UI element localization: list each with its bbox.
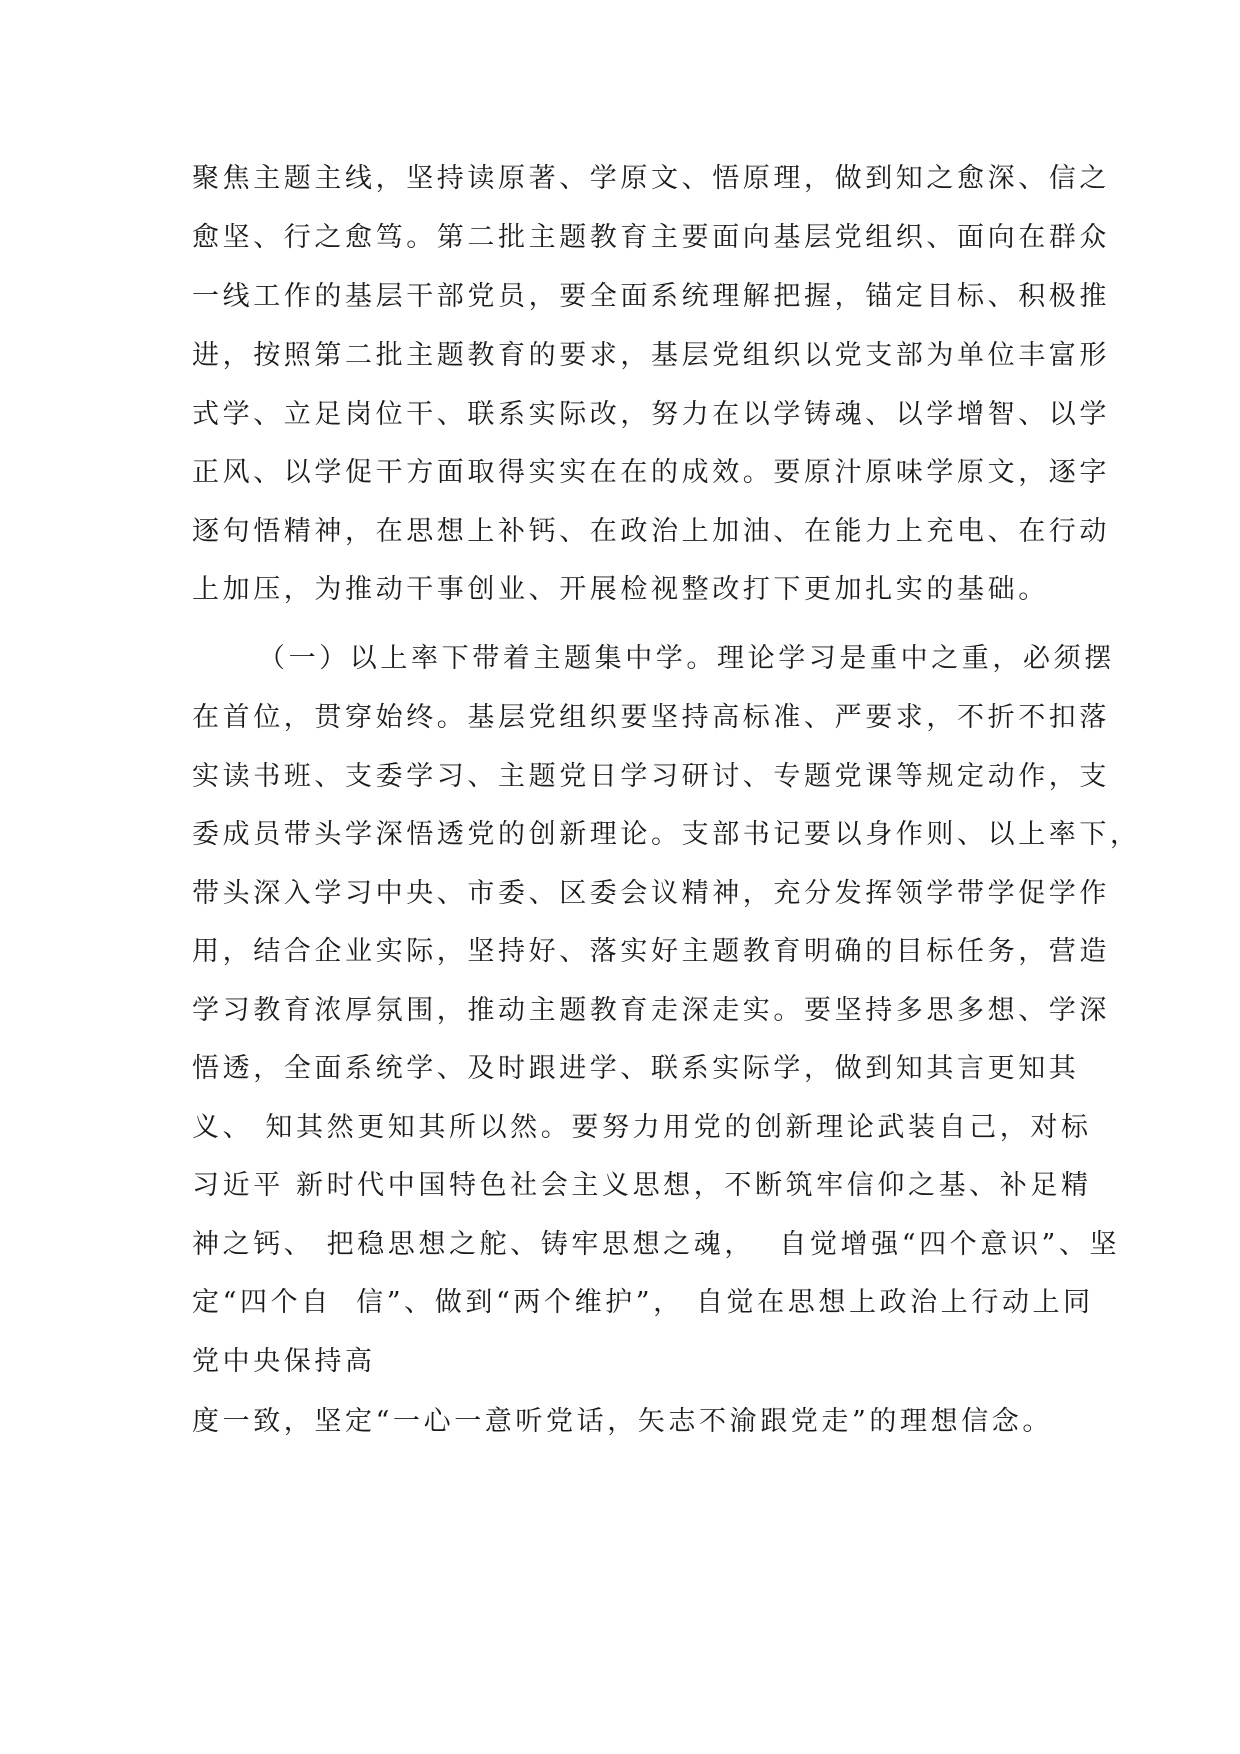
paragraph-1-line-4: 进，按照第二批主题教育的要求，基层党组织以党支部为单位丰富形 [192, 340, 1110, 371]
paragraph-1-line-6: 正风、以学促干方面取得实实在在的成效。要原汁原味学原文，逐字 [192, 457, 1110, 488]
paragraph-2-line-5: 带头深入学习中央、市委、区委会议精神，充分发挥领学带学促学作 [192, 878, 1110, 909]
paragraph-2-line-2: 在首位，贯穿始终。基层党组织要坚持高标准、严要求，不折不扣落 [192, 702, 1110, 733]
paragraph-2-line-7: 学习教育浓厚氛围，推动主题教育走深走实。要坚持多思多想、学深 [192, 995, 1110, 1026]
paragraph-2-heading-line: （一）以上率下带着主题集中学。理论学习是重中之重，必须摆 [258, 643, 1115, 674]
paragraph-1-line-3: 一线工作的基层干部党员，要全面系统理解把握，锚定目标、积极推 [192, 281, 1110, 312]
paragraph-2-line-8: 悟透，全面系统学、及时跟进学、联系实际学，做到知其言更知其 [192, 1053, 1080, 1084]
paragraph-2-line-11: 神之钙、 把稳思想之舵、铸牢思想之魂， 自觉增强“四个意识”、坚 [192, 1229, 1121, 1260]
paragraph-1-line-7: 逐句悟精神，在思想上补钙、在政治上加油、在能力上充电、在行动 [192, 516, 1110, 547]
paragraph-1-line-5: 式学、立足岗位干、联系实际改，努力在以学铸魂、以学增智、以学 [192, 399, 1110, 430]
paragraph-2-line-3: 实读书班、支委学习、主题党日学习研讨、专题党课等规定动作，支 [192, 761, 1110, 792]
paragraph-1-line-8: 上加压，为推动干事创业、开展检视整改打下更加扎实的基础。 [192, 574, 1049, 605]
paragraph-2-line-9: 义、 知其然更知其所以然。要努力用党的创新理论武装自己，对标 [192, 1112, 1092, 1143]
paragraph-2-line-13: 党中央保持高 [192, 1346, 376, 1377]
paragraph-2-line-4: 委成员带头学深悟透党的创新理论。支部书记要以身作则、以上率下， [192, 819, 1141, 850]
paragraph-2-line-6: 用，结合企业实际，坚持好、落实好主题教育明确的目标任务，营造 [192, 936, 1110, 967]
paragraph-1-line-1: 聚焦主题主线，坚持读原著、学原文、悟原理，做到知之愈深、信之 [192, 163, 1110, 194]
paragraph-2-line-10: 习近平 新时代中国特色社会主义思想，不断筑牢信仰之基、补足精 [192, 1170, 1092, 1201]
paragraph-2-line-14: 度一致，坚定“一心一意听党话，矢志不渝跟党走”的理想信念。 [192, 1406, 1054, 1437]
paragraph-1-line-2: 愈坚、行之愈笃。第二批主题教育主要面向基层党组织、面向在群众 [192, 222, 1110, 253]
paragraph-2-line-12: 定“四个自 信”、做到“两个维护”， 自觉在思想上政治上行动上同 [192, 1287, 1094, 1318]
